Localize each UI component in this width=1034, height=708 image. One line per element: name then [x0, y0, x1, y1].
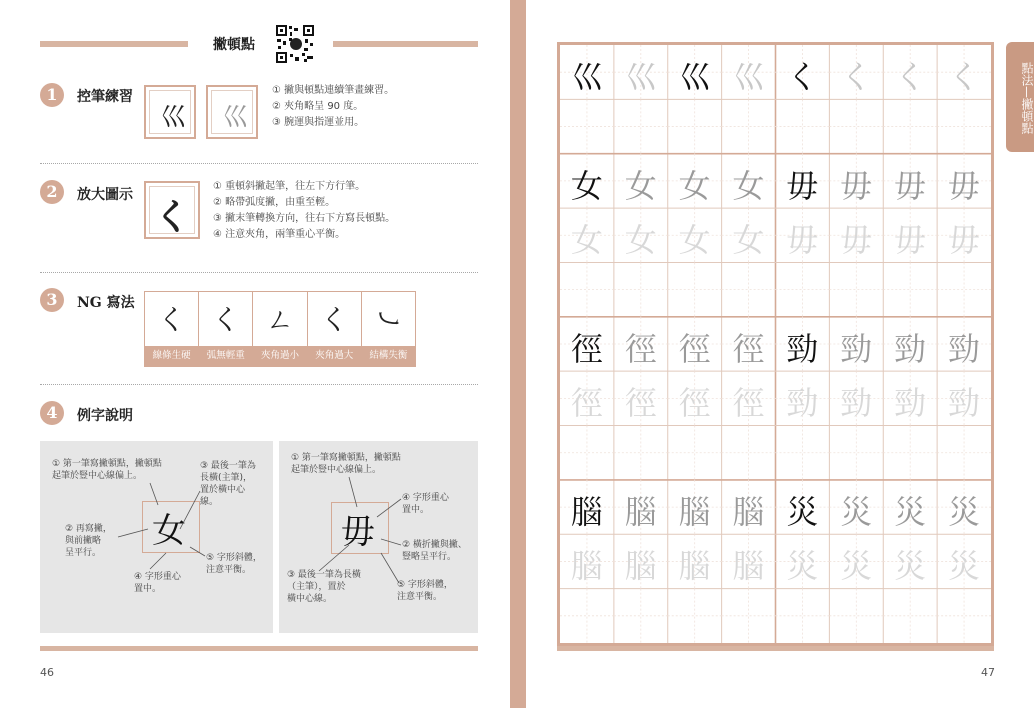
ng-label: 結構失衡: [362, 346, 415, 366]
trace-character-light: 勁: [948, 384, 981, 423]
example-note-3: ③ 最後一筆為長橫 （主筆），置於 橫中心線。: [287, 570, 361, 604]
model-character: 災: [786, 493, 819, 532]
section-divider: [40, 384, 478, 385]
ng-cell: [145, 292, 199, 366]
practice-box-2: [206, 85, 258, 139]
ng-glyph: く: [211, 303, 240, 336]
page-number-left: 46: [40, 666, 54, 679]
trace-character: 徑: [678, 330, 711, 368]
trace-character-light: 腦: [624, 547, 657, 586]
trace-character: 毋: [840, 166, 873, 205]
trace-character-light: 女: [570, 221, 603, 260]
example-panel-left: [40, 441, 273, 633]
section-3-title: NG 寫法: [77, 295, 135, 311]
grid-characters: [560, 45, 991, 643]
footer-rule-right: [557, 646, 994, 651]
trace-character-light: 勁: [840, 384, 873, 423]
trace-character-light: 徑: [624, 384, 657, 423]
ng-examples: [144, 291, 416, 367]
note-line: ② 夾角略呈 90 度。: [272, 101, 364, 112]
ng-glyph: ㇃: [374, 303, 403, 336]
trace-character: 毋: [894, 166, 927, 205]
note-line: ④ 注意夾角，兩筆重心平衡。: [213, 229, 346, 240]
trace-character: 腦: [732, 493, 765, 532]
practice-stroke: く: [948, 58, 981, 97]
page-title: 撇頓點: [213, 37, 255, 53]
trace-character-light: 毋: [840, 221, 873, 260]
note-line: ② 略帶弧度撇，由重至輕。: [213, 197, 336, 208]
practice-grid: [557, 42, 994, 646]
ng-glyph: ㄥ: [266, 303, 295, 336]
trace-character-light: 腦: [570, 547, 603, 586]
trace-character: 女: [732, 166, 765, 205]
trace-character: 女: [624, 166, 657, 205]
trace-character: 勁: [894, 330, 927, 368]
example-note-5: ⑤ 字形斜體， 注意平衡。: [397, 580, 453, 602]
example-arrows: [279, 441, 478, 633]
side-tab-label: 點法—撇頓點: [1020, 62, 1034, 134]
ng-label: 線條生硬: [145, 346, 198, 366]
trace-character-light: 徑: [678, 384, 711, 423]
ng-label: 弧無輕重: [199, 346, 252, 366]
example-char: 毋: [341, 512, 375, 552]
trace-character-light: 毋: [786, 221, 819, 260]
header-rule-right: [333, 41, 478, 47]
section-3-number: 3: [40, 288, 64, 312]
trace-character-light: 毋: [894, 221, 927, 260]
trace-character: 女: [678, 166, 711, 205]
model-character: 毋: [786, 166, 819, 205]
section-1-number: 1: [40, 83, 64, 107]
trace-character: 徑: [624, 330, 657, 368]
trace-character: 腦: [678, 493, 711, 532]
model-character: 徑: [570, 330, 603, 368]
example-note-1: ① 第一筆寫撇頓點，撇頓點 起筆於豎中心線偏上。: [52, 459, 162, 481]
practice-glyph: 巛: [159, 103, 180, 133]
trace-character-light: 災: [786, 547, 819, 586]
section-2-title: 放大圖示: [77, 187, 133, 203]
trace-character-light: 徑: [732, 384, 765, 423]
practice-glyph: 巛: [221, 103, 242, 133]
page-number-right: 47: [981, 666, 995, 679]
example-panel-right: [279, 441, 478, 633]
example-note-3: ③ 最後一筆為 長橫(主筆)， 置於橫中心 線。: [200, 461, 256, 507]
section-divider: [40, 272, 478, 273]
header-rule-left: [40, 41, 188, 47]
ng-cell: [362, 292, 415, 366]
trace-character-light: 女: [732, 221, 765, 260]
ng-cell: [199, 292, 253, 366]
section-1-notes: [272, 83, 394, 131]
section-2-number: 2: [40, 180, 64, 204]
ng-glyph: く: [320, 303, 349, 336]
trace-character-light: 勁: [786, 384, 819, 423]
practice-stroke: 巛: [624, 58, 657, 97]
model-character: 勁: [786, 330, 819, 368]
enlarged-glyph: く: [153, 196, 190, 238]
trace-character-light: 女: [624, 221, 657, 260]
section-1-title: 控筆練習: [77, 89, 133, 105]
trace-character-light: 災: [840, 547, 873, 586]
book-spine: [510, 0, 526, 708]
model-character: 腦: [570, 493, 603, 532]
example-note-4: ④ 字形重心 置中。: [402, 493, 449, 515]
trace-character: 腦: [624, 493, 657, 532]
practice-stroke: 巛: [732, 58, 765, 97]
note-line: ① 重頓斜撇起筆，往左下方行筆。: [213, 181, 366, 192]
example-note-2: ② 再寫撇， 與前撇略 呈平行。: [65, 524, 112, 558]
ng-glyph: く: [157, 303, 186, 336]
example-note-1: ① 第一筆寫撇頓點，撇頓點 起筆於豎中心線偏上。: [291, 453, 401, 475]
trace-character-light: 徑: [570, 384, 603, 423]
trace-character-light: 女: [678, 221, 711, 260]
ng-label: 夾角過小: [253, 346, 306, 366]
practice-stroke: く: [786, 58, 819, 97]
practice-stroke: 巛: [570, 58, 603, 97]
example-char: 女: [152, 511, 186, 551]
trace-character: 災: [894, 493, 927, 532]
trace-character-light: 腦: [678, 547, 711, 586]
section-2-notes: [213, 179, 395, 243]
ng-label: 夾角過大: [308, 346, 361, 366]
example-note-2: ② 橫折撇與撇、 豎略呈平行。: [402, 540, 467, 562]
practice-stroke: 巛: [678, 58, 711, 97]
qr-code-icon[interactable]: [275, 24, 315, 64]
trace-character-light: 毋: [948, 221, 981, 260]
trace-character: 勁: [840, 330, 873, 368]
trace-character: 毋: [948, 166, 981, 205]
ng-cell: [253, 292, 307, 366]
trace-character-light: 災: [894, 547, 927, 586]
footer-rule-left: [40, 646, 478, 651]
ng-cell: [308, 292, 362, 366]
example-arrows: [40, 441, 273, 633]
section-divider: [40, 163, 478, 164]
enlarged-diagram: [144, 181, 200, 239]
note-line: ③ 腕運與指運並用。: [272, 117, 365, 128]
trace-character: 勁: [948, 330, 981, 368]
trace-character-light: 腦: [732, 547, 765, 586]
section-4-title: 例字說明: [77, 408, 133, 424]
example-note-4: ④ 字形重心 置中。: [134, 572, 181, 594]
section-4-number: 4: [40, 401, 64, 425]
model-character: 女: [570, 166, 603, 205]
practice-stroke: く: [894, 58, 927, 97]
practice-box-1: [144, 85, 196, 139]
note-line: ① 撇與頓點連續筆畫練習。: [272, 85, 395, 96]
example-note-5: ⑤ 字形斜體， 注意平衡。: [206, 553, 262, 575]
chapter-side-tab[interactable]: [1006, 42, 1034, 152]
practice-stroke: く: [840, 58, 873, 97]
trace-character: 徑: [732, 330, 765, 368]
note-line: ③ 撇末筆轉換方向，往右下方寫長頓點。: [213, 213, 396, 224]
trace-character-light: 勁: [894, 384, 927, 423]
trace-character: 災: [948, 493, 981, 532]
trace-character: 災: [840, 493, 873, 532]
trace-character-light: 災: [948, 547, 981, 586]
